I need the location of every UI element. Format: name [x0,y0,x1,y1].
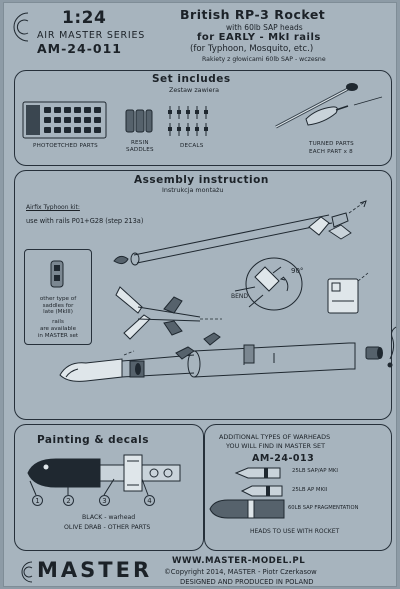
scale-label: 1:24 [62,8,107,28]
assembly-heading: Assembly instruction [134,174,269,186]
warhead-25lb-ap-icon [240,483,286,499]
item-resin-saddles-line1: RESIN [130,140,149,146]
rails-instruction: use with rails P01+G28 (step 213a) [26,217,144,225]
side-note-line4: rails [52,319,64,326]
item-decals-label: DECALS [180,143,204,149]
set-includes-subheading: Zestaw zawiera [169,86,220,94]
legend-olive-drab: OLIVE DRAB - OTHER PARTS [64,524,151,531]
callout-2: 2 [63,495,74,506]
product-title-3: for EARLY - MkI rails [197,32,321,43]
master-brand-icon [16,559,36,585]
instruction-sheet [3,2,397,587]
product-code: AM-24-011 [37,41,122,56]
painting-heading: Painting & decals [37,434,149,446]
warhead-60lb-sap-label: 60LB SAP FRAGMENTATION [288,505,359,511]
footer-made-in: DESIGNED AND PRODUCED IN POLAND [180,578,314,586]
warhead-25lb-ap-label: 25LB AP MKII [292,487,328,493]
footer-copyright: ©Copyright 2014, MASTER - Piotr Czerkasow [164,568,317,576]
fin-plate-icon [324,271,372,327]
warheads-intro-2: YOU WILL FIND IN MASTER SET [226,442,325,450]
product-title-4: (for Typhoon, Mosquito, etc.) [190,44,314,54]
rocket-tube-lower-diagram [44,325,394,415]
warheads-intro-1: ADDITIONAL TYPES OF WARHEADS [219,433,331,441]
product-title-1: British RP-3 Rocket [180,7,326,22]
product-title-polish: Rakiety z głowicami 60lb SAP - wczesne [202,56,326,63]
item-turned-parts-line1: TURNED PARTS [309,141,354,147]
painting-callouts [24,479,164,505]
item-resin-saddles-line2: SADDLES [126,146,154,153]
side-note-line1: other type of [39,296,77,302]
resin-saddles-icon [124,107,154,137]
bend-label: BEND [231,293,249,300]
callout-3: 3 [99,495,110,506]
item-turned-parts-label [309,142,354,155]
decals-sheet-icon [164,103,216,139]
side-note-line6: in MASTER set [37,332,79,339]
item-photoetch-label: PHOTOETCHED PARTS [33,143,98,149]
series-label: AIR MASTER SERIES [37,30,146,41]
master-logo-icon [10,9,32,49]
late-saddle-icon [46,259,68,289]
side-note-line2: saddles for [42,302,74,309]
kit-label: Airfix Typhoon kit: [26,204,80,211]
product-title-2: with 60lb SAP heads [226,23,303,32]
angle-label: 90° [291,267,304,275]
warheads-code: AM-24-013 [252,453,315,464]
legend-black: BLACK - warhead [82,514,136,521]
warhead-25lb-sap-icon [234,465,284,481]
item-resin-saddles-label [126,141,154,153]
set-includes-heading: Set includes [152,73,231,85]
assembly-subheading: Instrukcja montażu [162,186,224,194]
callout-1: 1 [32,495,43,506]
turned-parts-icon [236,75,386,137]
photoetch-fret-icon [22,101,107,139]
bend-detail-diagram [229,251,319,317]
warhead-25lb-sap-label: 25LB SAP/AP MKI [292,468,338,474]
footer-brand: MASTER [37,558,153,582]
item-turned-parts-line2: EACH PART x 8 [309,148,353,155]
side-note-line5: are available [39,325,77,332]
side-note-line3: late (MkIII) [43,309,73,316]
warhead-60lb-sap-icon [208,498,288,520]
footer-url[interactable]: WWW.MASTER-MODEL.PL [172,556,306,566]
callout-4: 4 [144,495,155,506]
warheads-footer: HEADS TO USE WITH ROCKET [250,528,340,535]
